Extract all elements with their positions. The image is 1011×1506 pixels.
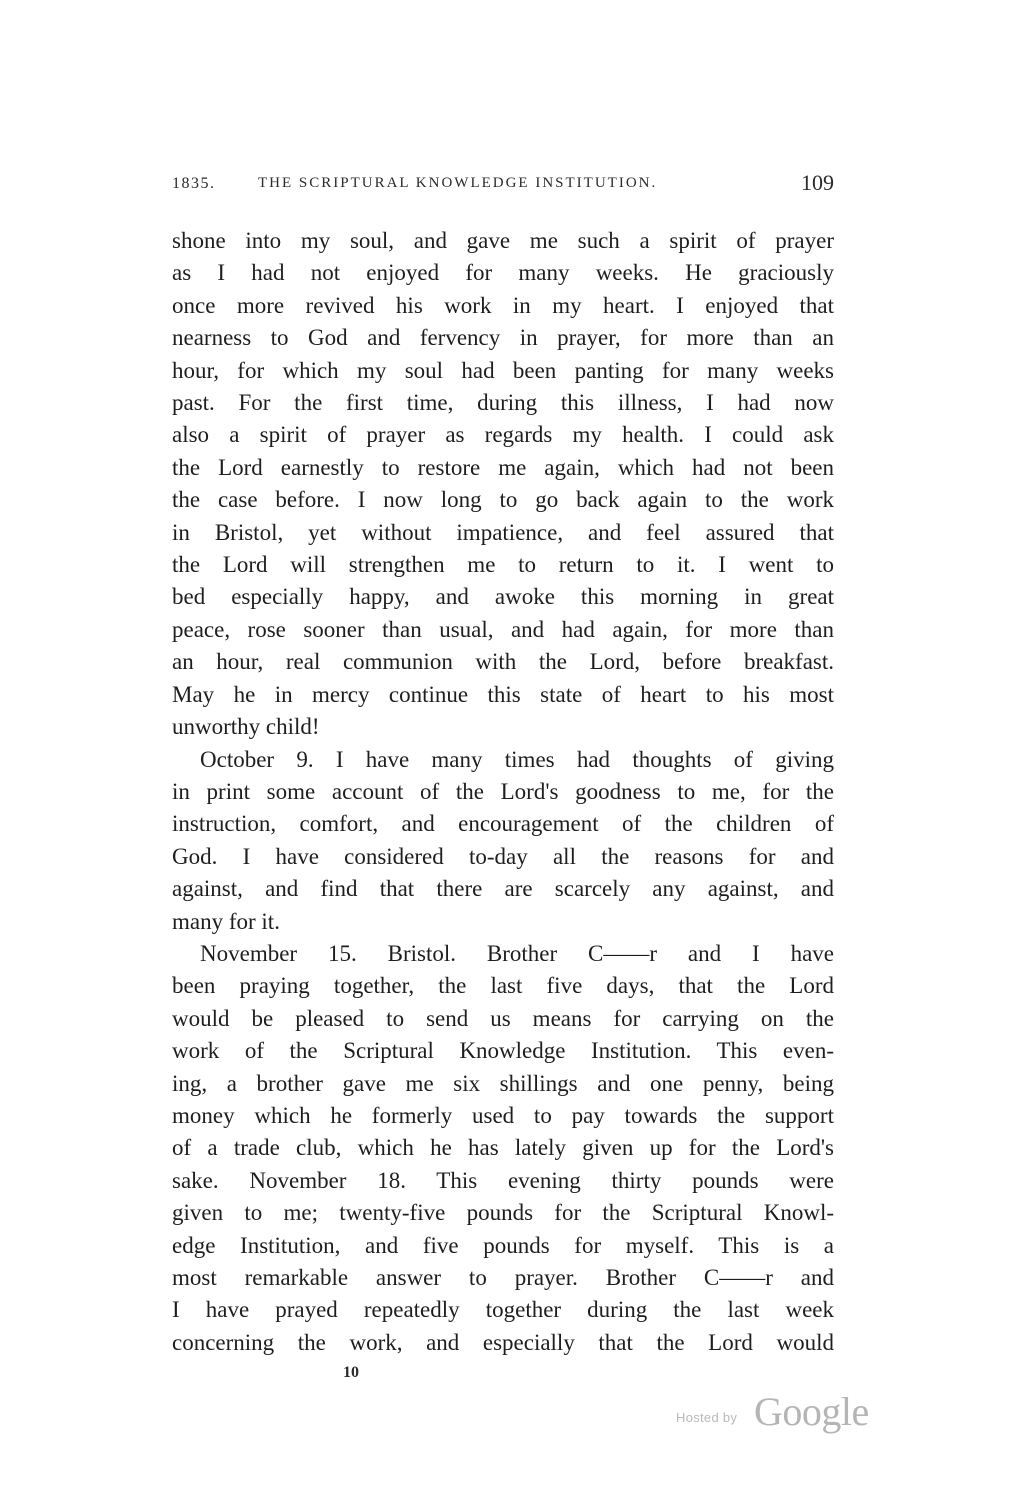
text-line: in print some account of the Lord's goodness to me, for the bbox=[172, 778, 834, 804]
text-line: given to me; twenty-five pounds for the Scriptural Knowl- bbox=[172, 1200, 834, 1226]
text-line: as I had not enjoyed for many weeks. He graciously bbox=[172, 260, 834, 286]
text-line: the Lord will strengthen me to return to it. I went to bbox=[172, 552, 834, 578]
text-line: ing, a brother gave me six shillings and one penny, being bbox=[172, 1070, 834, 1096]
watermark-prefix: Hosted by bbox=[676, 1410, 738, 1425]
page-number: 109 bbox=[801, 170, 834, 195]
body-text bbox=[172, 225, 834, 1359]
text-line: money which he formerly used to pay towards the support bbox=[172, 1102, 834, 1128]
paragraph bbox=[172, 938, 834, 1359]
text-line: concerning the work, and especially that the Lord would bbox=[172, 1329, 834, 1355]
text-line: against, and find that there are scarcely any against, and bbox=[172, 876, 834, 902]
text-line: hour, for which my soul had been panting for many weeks bbox=[172, 357, 834, 383]
hosted-by-google-watermark bbox=[676, 1388, 886, 1438]
text-line: instruction, comfort, and encouragement of the children of bbox=[172, 811, 834, 837]
text-line: peace, rose sooner than usual, and had again, for more than bbox=[172, 616, 834, 642]
text-line: once more revived his work in my heart. I enjoyed that bbox=[172, 292, 834, 318]
text-line: many for it. bbox=[172, 908, 280, 934]
text-line: bed especially happy, and awoke this morning in great bbox=[172, 584, 834, 610]
text-line: most remarkable answer to prayer. Brother C——r and bbox=[172, 1265, 834, 1290]
text-line: also a spirit of prayer as regards my health. I could ask bbox=[172, 422, 834, 448]
running-head-title: THE SCRIPTURAL KNOWLEDGE INSTITUTION. bbox=[258, 175, 658, 191]
text-line: May he in mercy continue this state of heart to his most bbox=[172, 681, 834, 707]
text-line: would be pleased to send us means for carrying on the bbox=[172, 1005, 834, 1031]
text-line: the case before. I now long to go back again to the work bbox=[172, 487, 834, 513]
text-line: an hour, real communion with the Lord, before breakfast. bbox=[172, 649, 834, 675]
text-line: shone into my soul, and gave me such a spirit of prayer bbox=[172, 228, 834, 253]
text-line: unworthy child! bbox=[172, 714, 320, 740]
text-line: edge Institution, and five pounds for myself. This is a bbox=[172, 1232, 834, 1258]
text-line: been praying together, the last five days, that the Lord bbox=[172, 973, 834, 999]
text-line: past. For the first time, during this illness, I had now bbox=[172, 390, 834, 416]
text-line: sake. November 18. This evening thirty pounds were bbox=[172, 1167, 834, 1193]
signature-mark: 10 bbox=[343, 1364, 359, 1381]
text-line: in Bristol, yet without impatience, and feel assured that bbox=[172, 519, 834, 545]
google-logo: Google bbox=[754, 1389, 869, 1434]
running-head bbox=[172, 170, 834, 200]
running-head-year: 1835. bbox=[172, 175, 216, 192]
text-line: the Lord earnestly to restore me again, which had not been bbox=[172, 454, 834, 480]
text-line: nearness to God and fervency in prayer, for more than an bbox=[172, 325, 834, 351]
text-line: I have prayed repeatedly together during the last week bbox=[172, 1297, 834, 1323]
paragraph bbox=[172, 744, 834, 938]
text-line: November 15. Bristol. Brother C——r and I have bbox=[200, 940, 834, 966]
text-line: October 9. I have many times had thoughts of giving bbox=[200, 746, 834, 772]
paragraph bbox=[172, 225, 834, 744]
text-line: God. I have considered to-day all the reasons for and bbox=[172, 843, 834, 869]
text-line: work of the Scriptural Knowledge Institution. This even- bbox=[172, 1038, 834, 1064]
text-line: of a trade club, which he has lately given up for the Lord's bbox=[172, 1135, 834, 1161]
